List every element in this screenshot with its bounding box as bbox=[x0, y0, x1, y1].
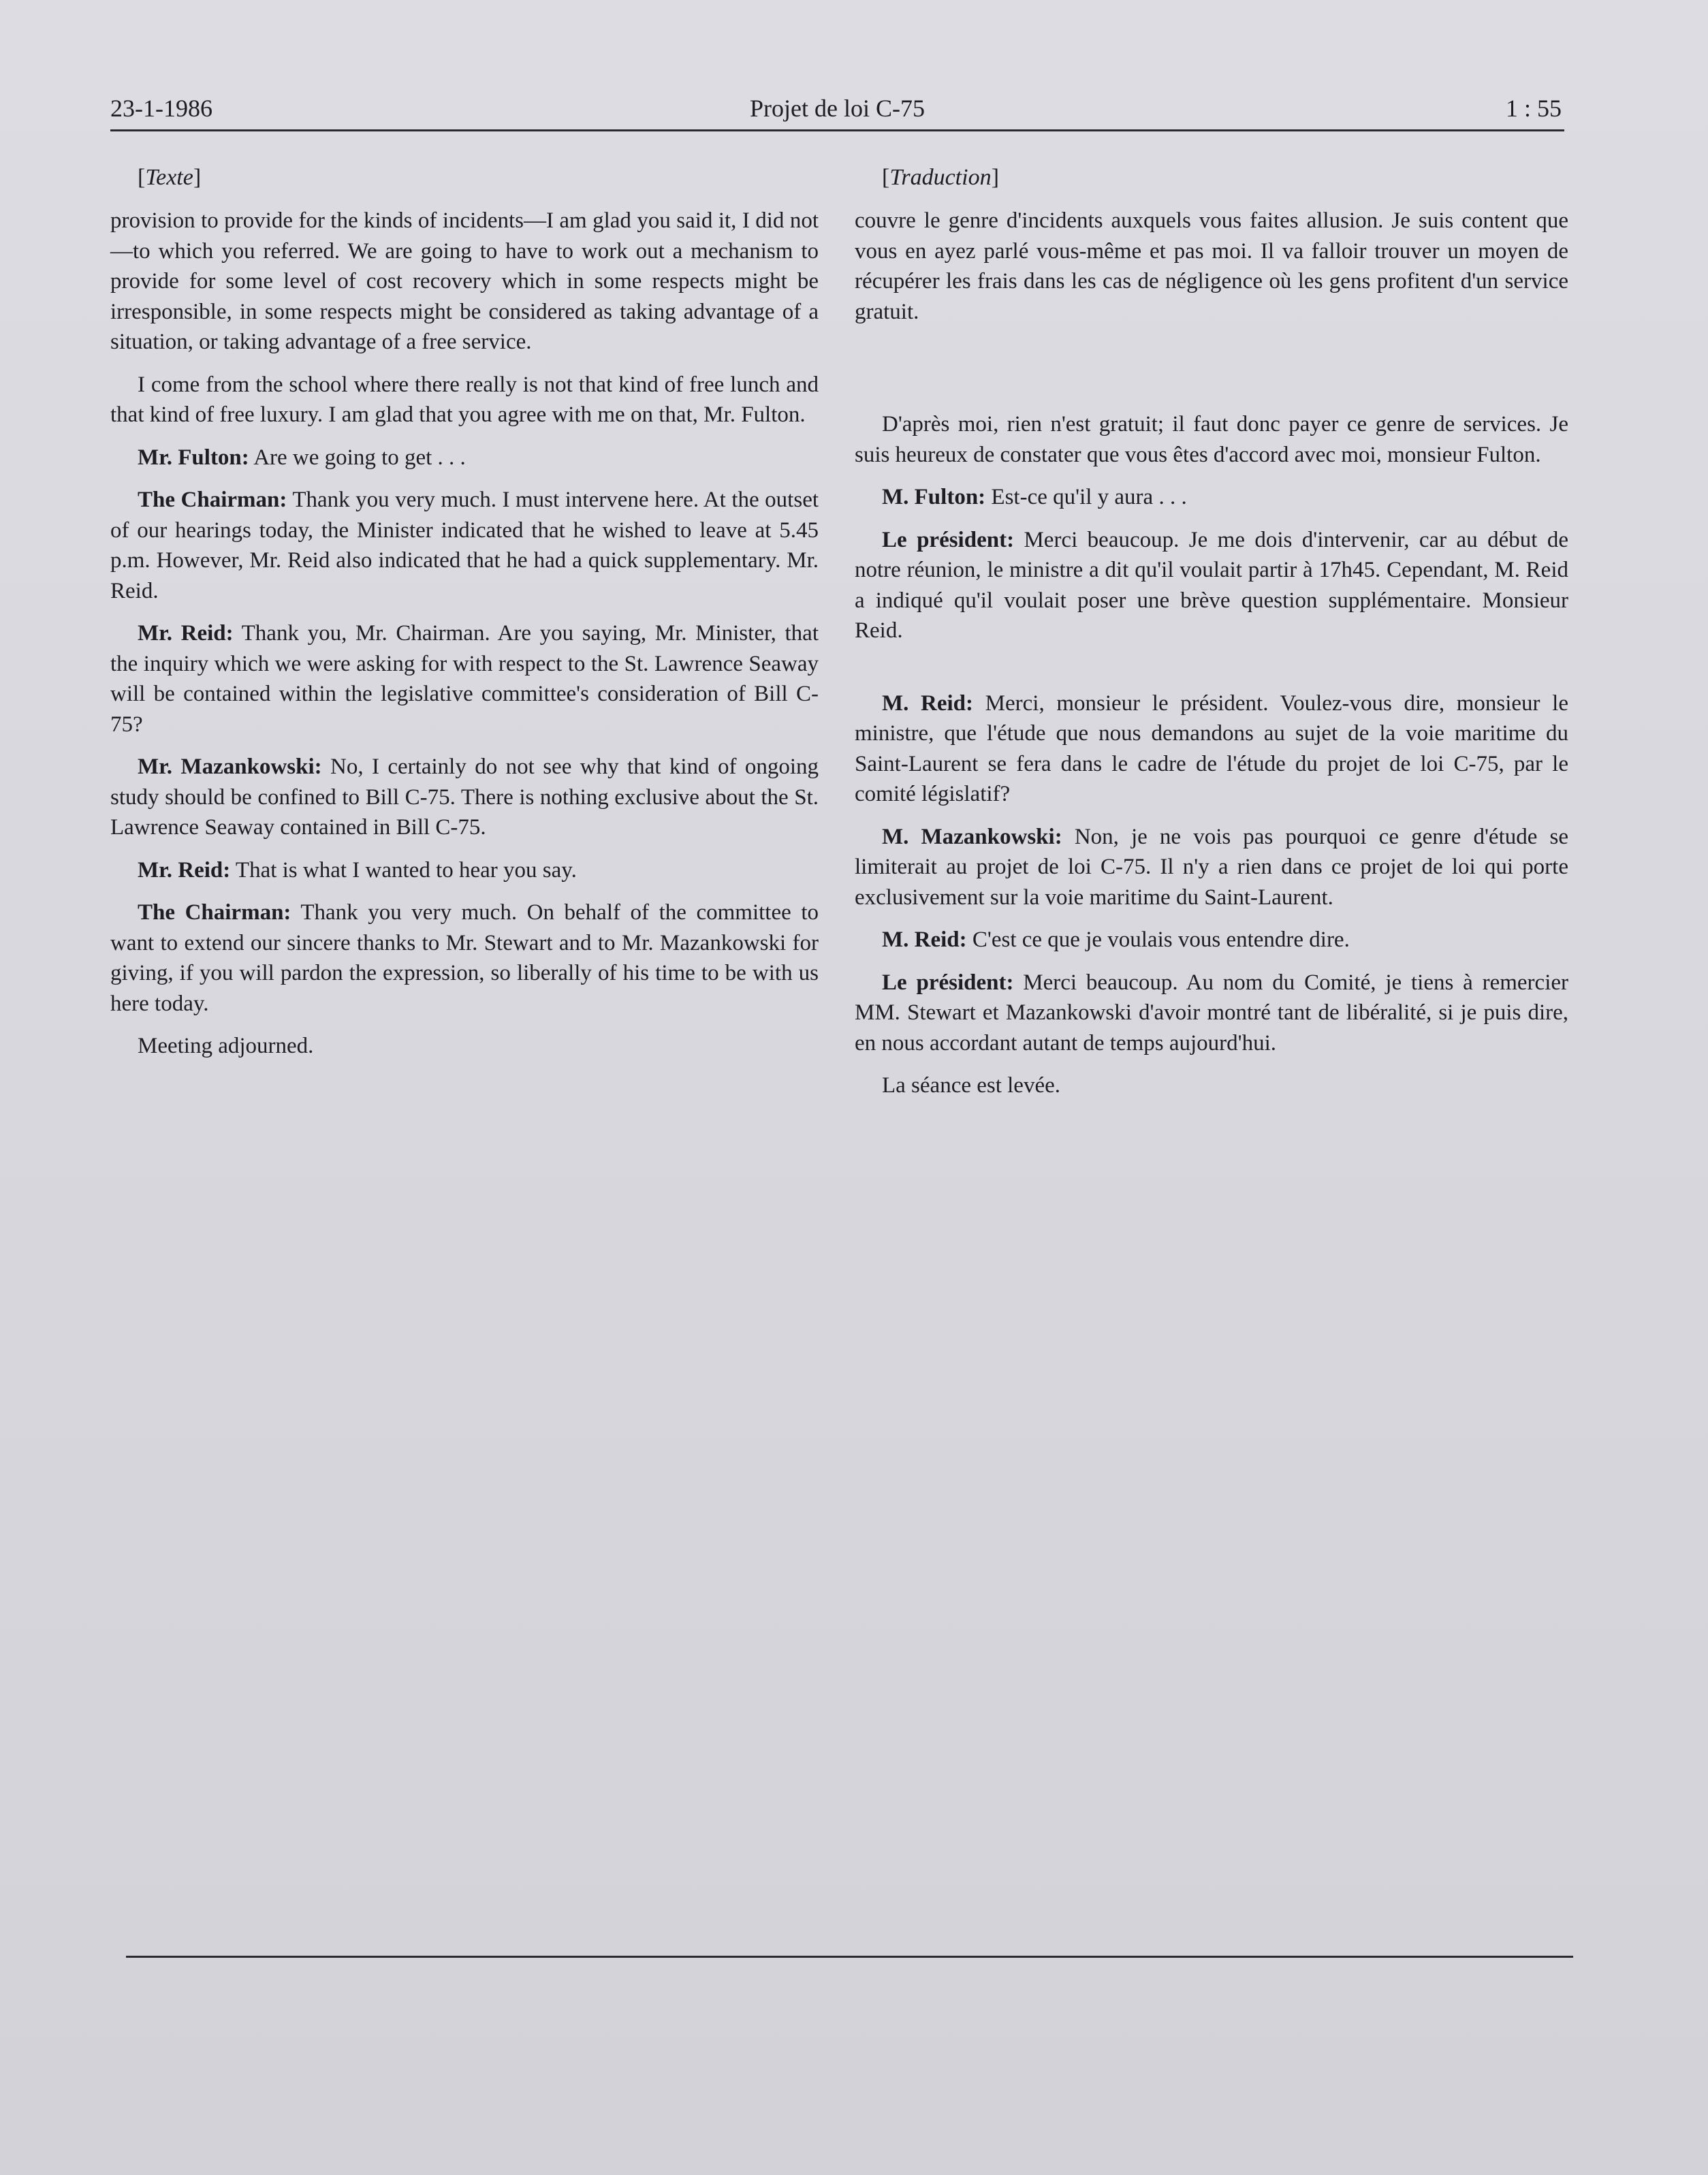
english-paragraph-2: I come from the school where there really is not that kind of free lunch and that kind of free luxury. I am glad that you agree with me on that, Mr. Fulton. bbox=[110, 372, 819, 427]
footer-divider bbox=[126, 1956, 1573, 1958]
french-paragraph-2: D'après moi, rien n'est gratuit; il faut donc payer ce genre de services. Je suis heureux de constater que vous êtes d'accord avec moi, monsieur Fulton. bbox=[855, 412, 1568, 467]
english-paragraph-7: Mr. Reid: That is what I wanted to hear you say. bbox=[138, 857, 577, 883]
speaker-name: M. Fulton: bbox=[882, 485, 986, 509]
speaker-name: M. Reid: bbox=[882, 690, 974, 716]
speaker-name: Le président: bbox=[882, 970, 1014, 995]
english-language-label: [Texte] bbox=[138, 165, 202, 190]
french-paragraph-1: couvre le genre d'incidents auxquels vous faites allusion. Je suis content que vous en ayez parlé vous-même et pas moi. Il va falloir trouver un moyen de récupérer les frais dans les cas de négligence où les gens profitent d'un service gratuit. bbox=[855, 208, 1568, 324]
french-paragraph-6: M. Mazankowski: Non, je ne vois pas pourquoi ce genre d'étude se limiterait au projet de loi C-75. Il n'y a rien dans ce projet de loi qui porte exclusivement sur la voie maritime du Saint-Laurent. bbox=[855, 824, 1568, 910]
header-page-number: 1 : 55 bbox=[1505, 95, 1562, 122]
french-paragraph-8: Le président: Merci beaucoup. Au nom du Comité, je tiens à remercier MM. Stewart et Mazankowski d'avoir montré tant de libéralité, si je puis dire, en nous accordant autant de temps aujourd'hui. bbox=[855, 970, 1568, 1055]
header-date: 23-1-1986 bbox=[110, 95, 212, 122]
french-paragraph-9: La séance est levée. bbox=[882, 1073, 1061, 1098]
speaker-name: Mr. Fulton: bbox=[138, 445, 249, 470]
column-spacer bbox=[855, 658, 1568, 688]
english-paragraph-3: Mr. Fulton: Are we going to get . . . bbox=[138, 445, 466, 470]
speaker-name: The Chairman: bbox=[138, 488, 287, 512]
speaker-name: Le président: bbox=[882, 527, 1015, 552]
english-paragraph-5: Mr. Reid: Thank you, Mr. Chairman. Are you saying, Mr. Minister, that the inquiry which we were asking for with respect to the St. Lawrence Seaway will be contained within the legislative committee's consideration of Bill C-75? bbox=[110, 621, 819, 737]
speaker-name: Mr. Reid: bbox=[138, 621, 234, 646]
speaker-name: Mr. Mazankowski: bbox=[138, 755, 322, 779]
english-column bbox=[110, 162, 819, 1074]
english-paragraph-9: Meeting adjourned. bbox=[138, 1034, 314, 1058]
english-paragraph-4: The Chairman: Thank you very much. I must intervene here. At the outset of our hearings today, the Minister indicated that he wished to leave at 5.45 p.m. However, Mr. Reid also indicated that he had a quick supplementary. Mr. Reid. bbox=[110, 488, 819, 603]
speaker-name: The Chairman: bbox=[138, 900, 291, 925]
speaker-name: Mr. Reid: bbox=[138, 857, 231, 883]
speaker-name: M. Mazankowski: bbox=[882, 824, 1062, 849]
running-header bbox=[110, 80, 1564, 131]
english-paragraph-6: Mr. Mazankowski: No, I certainly do not see why that kind of ongoing study should be confined to Bill C-75. There is nothing exclusive about the St. Lawrence Seaway contained in Bill C-75. bbox=[110, 755, 819, 840]
french-paragraph-4: Le président: Merci beaucoup. Je me dois d'intervenir, car au début de notre réunion, le ministre a dit qu'il voulait partir à 17h45. Cependant, M. Reid a indiqué qu'il voulait poser une brève question supplémentaire. Monsieur Reid. bbox=[855, 527, 1568, 643]
english-paragraph-8: The Chairman: Thank you very much. On behalf of the committee to want to extend our sincere thanks to Mr. Stewart and to Mr. Mazankowski for giving, if you will pardon the expression, so liberally of his time to be with us here today. bbox=[110, 900, 819, 1016]
french-column bbox=[855, 162, 1568, 1113]
column-spacer bbox=[855, 339, 1568, 409]
speaker-name: M. Reid: bbox=[882, 927, 967, 952]
french-language-label: [Traduction] bbox=[882, 165, 999, 190]
french-paragraph-5: M. Reid: Merci, monsieur le président. Voulez-vous dire, monsieur le ministre, que l'étude que nous demandons au sujet de la voie maritime du Saint-Laurent se fera dans le cadre de l'étude du projet de loi C-75, par le comité législatif? bbox=[855, 690, 1568, 806]
french-paragraph-3: M. Fulton: Est-ce qu'il y aura . . . bbox=[882, 485, 1187, 509]
english-paragraph-1: provision to provide for the kinds of incidents—I am glad you said it, I did not—to which you referred. We are going to have to work out a mechanism to provide for some level of cost recovery which in some respects might be irresponsible, in some respects might be considered as taking advantage of a situation, or taking advantage of a free service. bbox=[110, 208, 819, 354]
french-paragraph-7: M. Reid: C'est ce que je voulais vous entendre dire. bbox=[882, 927, 1350, 952]
header-title: Projet de loi C-75 bbox=[750, 95, 925, 122]
